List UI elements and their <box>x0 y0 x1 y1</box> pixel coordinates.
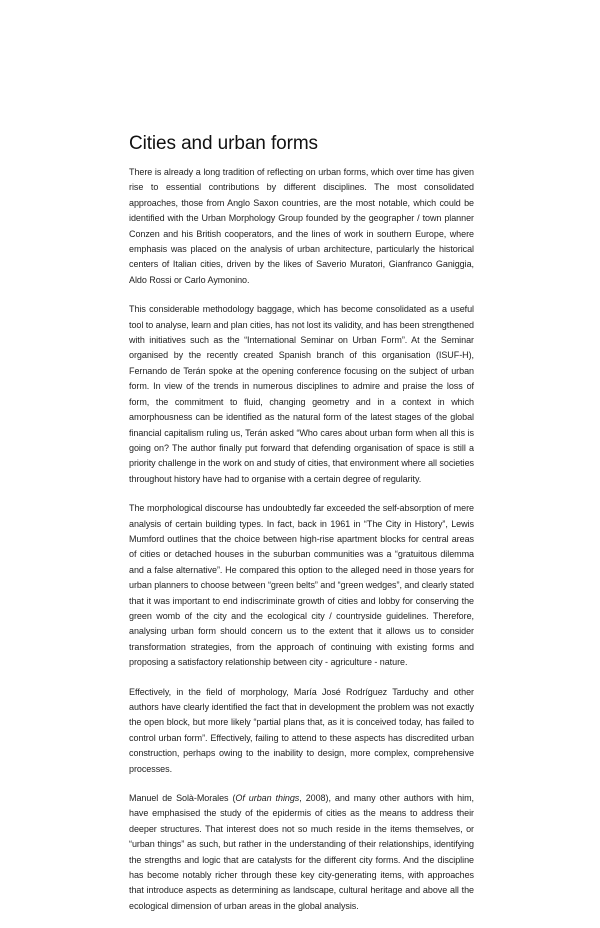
body-text <box>129 165 474 928</box>
paragraph-2: This considerable methodology baggage, which has become consolidated as a useful tool to analyse, learn and plan cities, has not lost its validity, and has been strengthened with initiatives such as the “International Seminar on Urban Form”. At the Seminar organised by the recently created Spanish branch of this organisation (ISUF-H), Fernando de Terán spoke at the opening conference focusing on the subject of urban form. In view of the trends in numerous disciplines to admire and praise the loss of form, the commitment to fluid, changing geometry and in a context in which amorphousness can be identified as the natural form of the latest stages of the global financial capitalism ruling us, Terán asked “Who cares about urban form when all this is going on? The author finally put forward that defending organisation of space is still a priority challenge in the work on and study of cities, that environment where all societies throughout history have had to organise with a certain degree of regularity. <box>129 304 474 484</box>
paragraph-4: Effectively, in the field of morphology, María José Rodríguez Tarduchy and other authors have clearly identified the fact that in development the problem was not exactly the open block, but more likely “partial plans that, as it is conceived today, has failed to control urban form”. Effectively, failing to attend to these aspects has discredited urban construction, perhaps owing to the inability to design, more complex, comprehensive processes. <box>129 686 474 774</box>
paragraph-3: The morphological discourse has undoubtedly far exceeded the self-absorption of mere analysis of certain building types. In fact, back in 1961 in “The City in History”, Lewis Mumford outlines that the choice between high-rise apartment blocks for central areas of cities or detached houses in the suburban communities was a “gratuitous dilemma and a false alternative”. He compared this option to the alleged need in those years for urban planners to choose between “green belts” and “green wedges”, and clearly stated that it was important to end indiscriminate growth of cities and lobby for conserving the green womb of the city and the ecological city / countryside guidelines. Therefore, analysing urban form should concern us to the extent that it allows us to consider transformation strategies, from the approach of continuing with existing forms and proposing a satisfactory relationship between city - agriculture - nature. <box>129 503 474 668</box>
paragraph-5 <box>129 791 474 914</box>
paragraph-5-rest: , 2008), and many other authors with him, have emphasised the study of the epidermis of cities as the means to address their deeper structures. That interest does not so much reside in the items themselves, or “urban things” as such, but rather in the understanding of their relationships, identifying the strengths and logic that are catalysts for the different city forms. And the discipline has become notably richer through these key city-generating items, with approaches that introduce aspects as determining as landscape, cultural heritage and above all the ecological dimension of urban areas in the global analysis. <box>129 793 474 911</box>
section-title: Cities and urban forms <box>129 133 318 154</box>
book-title: Of urban things <box>235 793 300 804</box>
paragraph-1: There is already a long tradition of reflecting on urban forms, which over time has given rise to essential contributions by different disciplines. The most consolidated approaches, those from Anglo Saxon countries, are the most notable, which could be identified with the Urban Morphology Group founded by the geographer / town planner Conzen and his British cooperators, and the lines of work in southern Europe, where emphasis was placed on the analysis of urban architecture, particularly the historical centers of Italian cities, driven by the likes of Saverio Muratori, Gianfranco Ganiggia, Aldo Rossi or Carlo Aymonino. <box>129 167 474 285</box>
paragraph-5-lead: Manuel de Solà-Morales ( <box>129 793 236 804</box>
